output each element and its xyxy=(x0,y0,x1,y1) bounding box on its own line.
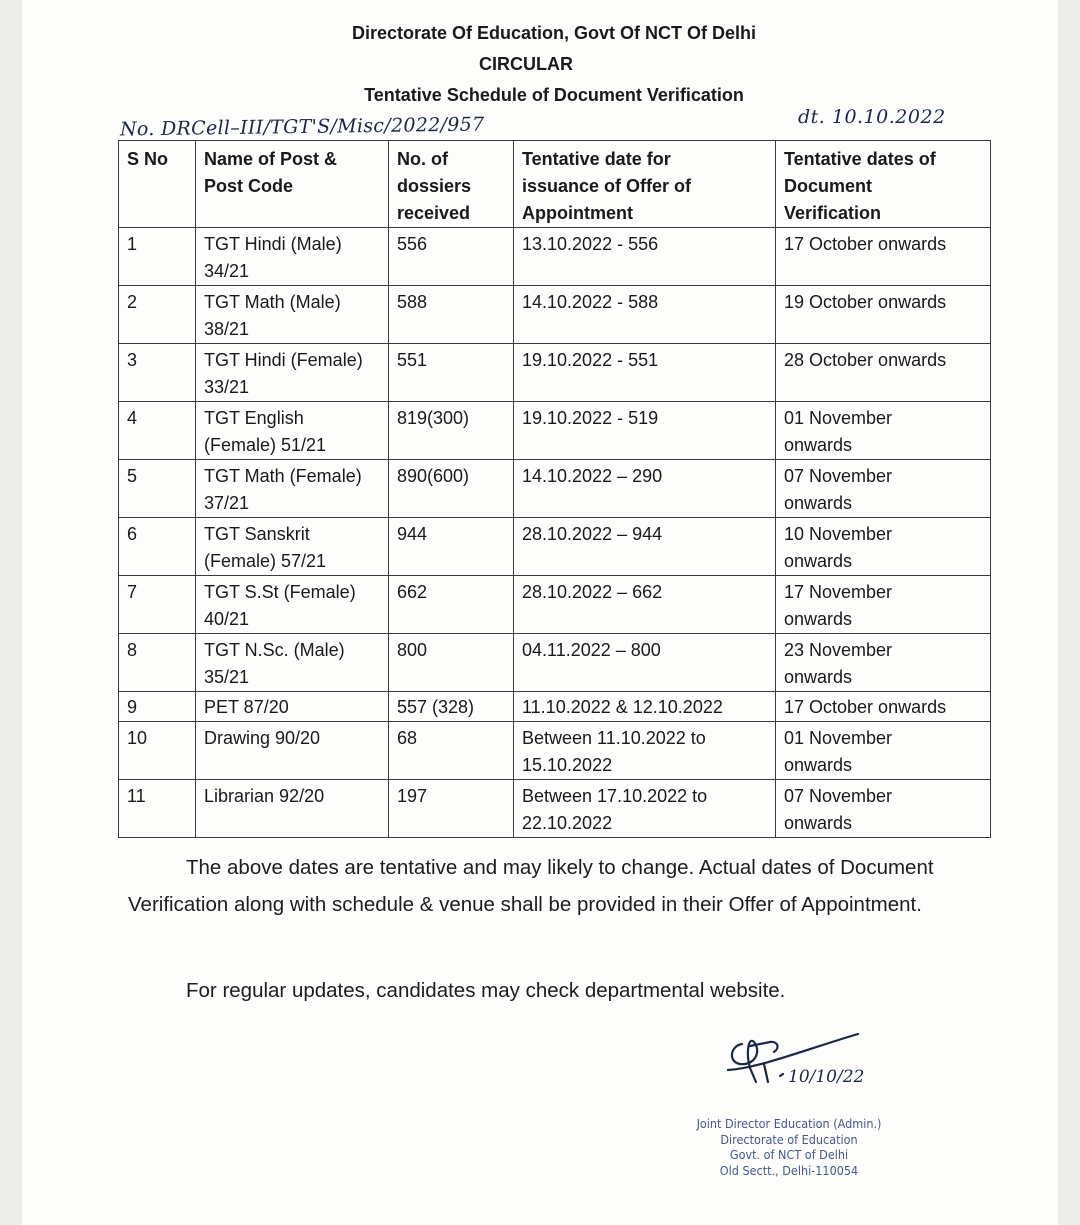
cell-offer-date: 14.10.2022 – 290 xyxy=(514,460,776,518)
handwritten-signature xyxy=(720,1024,900,1094)
table-row xyxy=(119,228,991,286)
cell-dossiers: 944 xyxy=(389,518,514,576)
cell-offer-date: 14.10.2022 - 588 xyxy=(514,286,776,344)
cell-post: TGT Math (Male) 38/21 xyxy=(196,286,389,344)
cell-dossiers: 662 xyxy=(389,576,514,634)
cell-offer-date: 04.11.2022 – 800 xyxy=(514,634,776,692)
cell-sno: 1 xyxy=(119,228,196,286)
cell-dv-date: 19 October onwards xyxy=(776,286,991,344)
cell-dv-date: 17 October onwards xyxy=(776,228,991,286)
header-circular: CIRCULAR xyxy=(479,54,573,74)
cell-sno: 5 xyxy=(119,460,196,518)
stamp-address: Old Sectt., Delhi-110054 xyxy=(719,1162,859,1178)
body-paragraph-updates: For regular updates, candidates may check departmental website. xyxy=(186,979,786,1002)
cell-sno: 3 xyxy=(119,344,196,402)
cell-sno: 8 xyxy=(119,634,196,692)
cell-offer-date: Between 17.10.2022 to 22.10.2022 xyxy=(514,780,776,838)
cell-post: TGT English (Female) 51/21 xyxy=(196,402,389,460)
cell-dossiers: 68 xyxy=(389,722,514,780)
cell-post: TGT Hindi (Male) 34/21 xyxy=(196,228,389,286)
official-stamp xyxy=(684,1116,894,1178)
cell-offer-date: 13.10.2022 - 556 xyxy=(514,228,776,286)
signature-date: 10/10/22 xyxy=(788,1067,865,1087)
cell-dossiers: 551 xyxy=(389,344,514,402)
cell-post: TGT S.St (Female) 40/21 xyxy=(196,576,389,634)
table-row xyxy=(119,344,991,402)
reference-date: dt. 10.10.2022 xyxy=(798,106,946,128)
cell-post: Librarian 92/20 xyxy=(196,780,389,838)
cell-dv-date: 28 October onwards xyxy=(776,344,991,402)
cell-dossiers: 556 xyxy=(389,228,514,286)
cell-post: TGT Sanskrit (Female) 57/21 xyxy=(196,518,389,576)
table-row xyxy=(119,576,991,634)
header-directorate: Directorate Of Education, Govt Of NCT Of Delhi xyxy=(351,23,757,43)
cell-dv-date: 17 October onwards xyxy=(776,692,991,722)
col-header-dv-date: Tentative dates of Document Verification xyxy=(776,141,991,228)
schedule-table xyxy=(118,140,991,838)
cell-dv-date: 07 November onwards xyxy=(776,460,991,518)
table-row xyxy=(119,460,991,518)
body-paragraph-dates-tentative: The above dates are tentative and may likely to change. Actual dates of Document Verification along with schedule & venue shall be provided in their Offer of Appointment. xyxy=(128,856,934,916)
table-row xyxy=(119,722,991,780)
table-row xyxy=(119,402,991,460)
table-row xyxy=(119,634,991,692)
cell-dv-date: 01 November onwards xyxy=(776,402,991,460)
cell-dossiers: 588 xyxy=(389,286,514,344)
stamp-government: Govt. of NCT of Delhi xyxy=(729,1147,849,1162)
cell-post: TGT N.Sc. (Male) 35/21 xyxy=(196,634,389,692)
cell-post: PET 87/20 xyxy=(196,692,389,722)
cell-post: Drawing 90/20 xyxy=(196,722,389,780)
cell-dossiers: 197 xyxy=(389,780,514,838)
cell-post: TGT Math (Female) 37/21 xyxy=(196,460,389,518)
cell-sno: 11 xyxy=(119,780,196,838)
cell-sno: 10 xyxy=(119,722,196,780)
cell-dv-date: 01 November onwards xyxy=(776,722,991,780)
right-margin-strip xyxy=(1057,0,1080,1225)
cell-dv-date: 17 November onwards xyxy=(776,576,991,634)
cell-dv-date: 10 November onwards xyxy=(776,518,991,576)
cell-dossiers: 890(600) xyxy=(389,460,514,518)
cell-offer-date: 28.10.2022 – 944 xyxy=(514,518,776,576)
cell-dv-date: 07 November onwards xyxy=(776,780,991,838)
cell-offer-date: 28.10.2022 – 662 xyxy=(514,576,776,634)
cell-dossiers: 819(300) xyxy=(389,402,514,460)
stamp-designation: Joint Director Education (Admin.) xyxy=(696,1116,882,1131)
cell-offer-date: 19.10.2022 - 551 xyxy=(514,344,776,402)
cell-dossiers: 800 xyxy=(389,634,514,692)
col-header-post: Name of Post & Post Code xyxy=(196,141,389,228)
col-header-offer-date: Tentative date for issuance of Offer of Appointment xyxy=(514,141,776,228)
cell-sno: 2 xyxy=(119,286,196,344)
cell-sno: 4 xyxy=(119,402,196,460)
left-margin-strip xyxy=(0,0,23,1225)
table-row xyxy=(119,286,991,344)
col-header-sno: S No xyxy=(119,141,196,228)
table-row xyxy=(119,518,991,576)
cell-sno: 6 xyxy=(119,518,196,576)
table-row xyxy=(119,692,991,722)
cell-sno: 7 xyxy=(119,576,196,634)
cell-offer-date: 11.10.2022 & 12.10.2022 xyxy=(514,692,776,722)
cell-offer-date: 19.10.2022 - 519 xyxy=(514,402,776,460)
cell-dossiers: 557 (328) xyxy=(389,692,514,722)
cell-post: TGT Hindi (Female) 33/21 xyxy=(196,344,389,402)
circular-page xyxy=(22,0,1058,1225)
table-header-row xyxy=(119,141,991,228)
cell-sno: 9 xyxy=(119,692,196,722)
cell-dv-date: 23 November onwards xyxy=(776,634,991,692)
col-header-dossiers: No. of dossiers received xyxy=(389,141,514,228)
cell-offer-date: Between 11.10.2022 to 15.10.2022 xyxy=(514,722,776,780)
stamp-directorate: Directorate of Education xyxy=(720,1131,858,1147)
header-schedule-title: Tentative Schedule of Document Verification xyxy=(364,85,744,105)
reference-number: No. DRCell–III/TGT'S/Misc/2022/957 xyxy=(119,113,485,141)
table-row xyxy=(119,780,991,838)
